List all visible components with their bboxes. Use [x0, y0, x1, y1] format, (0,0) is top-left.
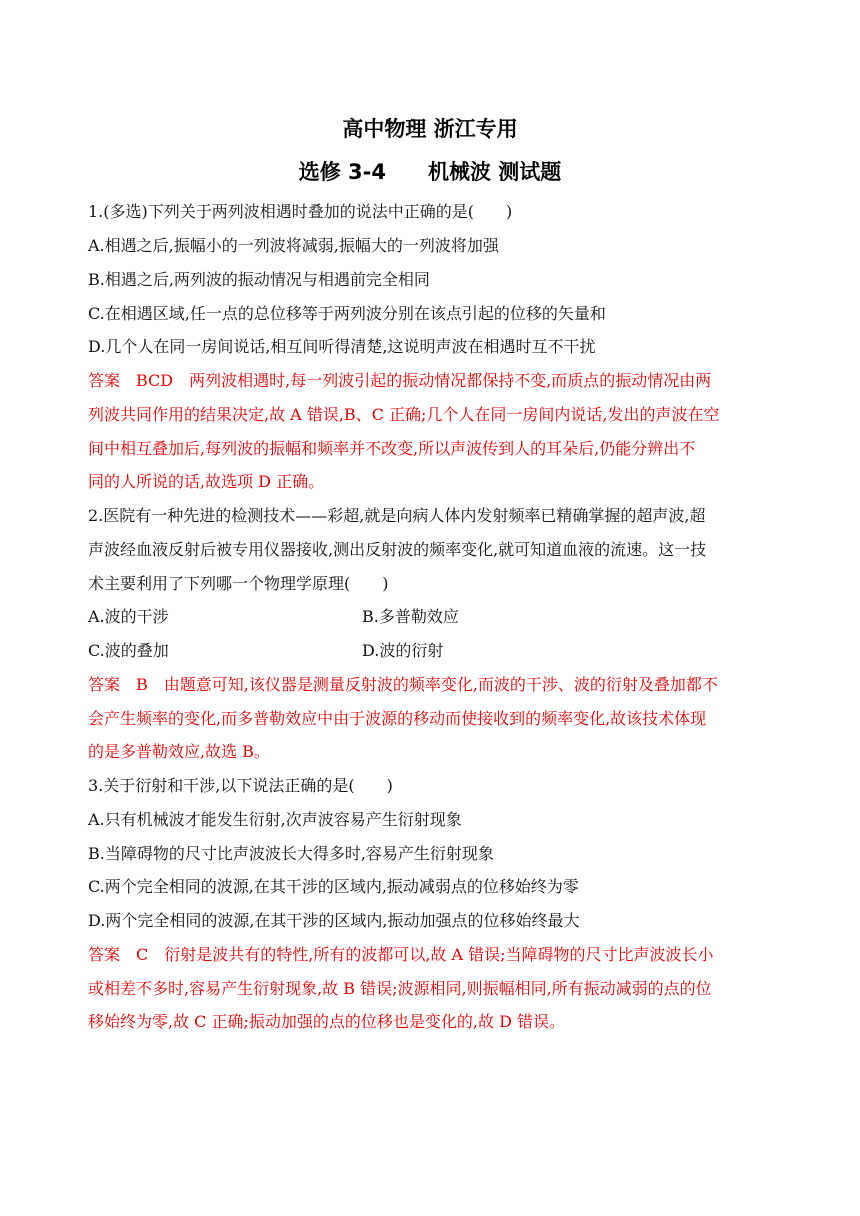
q2-option-c: C.波的叠加 [88, 641, 169, 660]
q1-option-d: D.几个人在同一房间说话,相互间听得清楚,这说明声波在相遇时互不干扰 [88, 337, 596, 356]
q2-option-a: A.波的干涉 [88, 607, 169, 626]
q2-option-b: B.多普勒效应 [362, 607, 459, 626]
q1-option-a: A.相遇之后,振幅小的一列波将减弱,振幅大的一列波将加强 [88, 236, 499, 255]
q2-stem-line-1: 2.医院有一种先进的检测技术——彩超,就是向病人体内发射频率已精确掌握的超声波,超 [88, 506, 706, 525]
q3-option-d: D.两个完全相同的波源,在其干涉的区域内,振动加强点的位移始终最大 [88, 911, 580, 930]
q3-stem: 3.关于衍射和干涉,以下说法正确的是( ) [88, 776, 393, 795]
page-title: 高中物理 浙江专用 [342, 117, 518, 141]
q1-answer-line-1: 答案 BCD 两列波相遇时,每一列波引起的振动情况都保持不变,而质点的振动情况由两 [88, 371, 712, 390]
q1-option-c: C.在相遇区域,任一点的总位移等于两列波分别在该点引起的位移的矢量和 [88, 304, 606, 323]
q2-answer-line-3: 的是多普勒效应,故选 B。 [88, 742, 270, 761]
q2-stem-line-2: 声波经血液反射后被专用仪器接收,测出反射波的频率变化,就可知道血液的流速。这一技 [88, 540, 707, 559]
q2-option-d: D.波的衍射 [362, 641, 444, 660]
q2-answer-line-2: 会产生频率的变化,而多普勒效应中由于波源的移动而使接收到的频率变化,故该技术体现 [88, 709, 707, 728]
q3-answer-line-3: 移始终为零,故 C 正确;振动加强的点的位移也是变化的,故 D 错误。 [88, 1012, 565, 1031]
q3-option-a: A.只有机械波才能发生衍射,次声波容易产生衍射现象 [88, 810, 462, 829]
q1-answer-line-2: 列波共同作用的结果决定,故 A 错误,B、C 正确;几个人在同一房间内说话,发出的声波在空 [88, 405, 720, 424]
q1-stem: 1.(多选)下列关于两列波相遇时叠加的说法中正确的是( ) [88, 202, 513, 221]
q2-stem-line-3: 术主要利用了下列哪一个物理学原理( ) [88, 574, 389, 593]
q3-option-c: C.两个完全相同的波源,在其干涉的区域内,振动减弱点的位移始终为零 [88, 877, 579, 896]
q3-answer-line-2: 或相差不多时,容易产生衍射现象,故 B 错误;波源相同,则振幅相同,所有振动减弱的点的位 [88, 979, 712, 998]
q1-option-b: B.相遇之后,两列波的振动情况与相遇前完全相同 [88, 270, 430, 289]
q1-answer-line-3: 间中相互叠加后,每列波的振幅和频率并不改变,所以声波传到人的耳朵后,仍能分辨出不 [88, 439, 696, 458]
q3-option-b: B.当障碍物的尺寸比声波波长大得多时,容易产生衍射现象 [88, 844, 494, 863]
q2-answer-line-1: 答案 B 由题意可知,该仪器是测量反射波的频率变化,而波的干涉、波的衍射及叠加都不 [88, 675, 718, 694]
q3-answer-line-1: 答案 C 衍射是波共有的特性,所有的波都可以,故 A 错误;当障碍物的尺寸比声波波长小 [88, 945, 714, 964]
q1-answer-line-4: 同的人所说的话,故选项 D 正确。 [88, 472, 325, 491]
page-subtitle: 选修 3-4 机械波 测试题 [298, 160, 562, 184]
